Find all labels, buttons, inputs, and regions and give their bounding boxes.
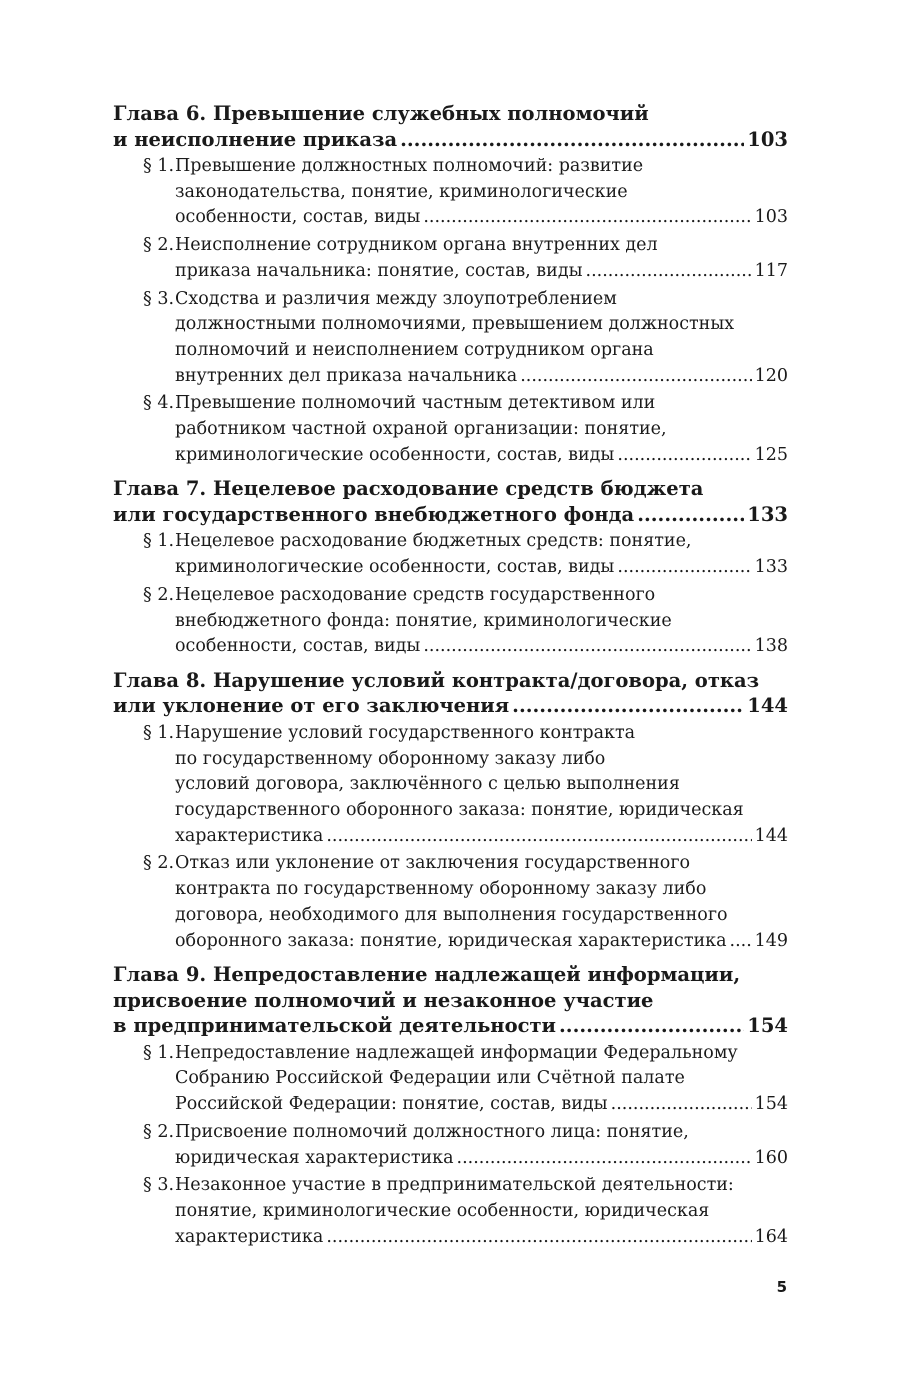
section-line-text: Сходства и различия между злоупотреблением — [175, 288, 617, 309]
section-marker: § 4. — [143, 393, 175, 414]
section-line — [175, 1120, 788, 1146]
section-entry[interactable] — [113, 154, 788, 231]
page-ref[interactable]: 125 — [754, 444, 788, 465]
chapter-title-line-text: Глава 6. Превышение служебных полномочий — [113, 102, 649, 125]
page-number: 5 — [776, 1278, 787, 1296]
section-line — [175, 609, 788, 635]
chapter-title[interactable] — [113, 101, 788, 152]
section-line-text: особенности, состав, виды — [175, 636, 421, 657]
section-line-text: Нецелевое расходование средств государственного — [175, 584, 656, 605]
section-line-text: контракта по государственному оборонному заказу либо — [175, 879, 707, 900]
dot-leader — [559, 1013, 744, 1039]
chapter-title-line-text: или государственного внебюджетного фонда — [113, 502, 635, 526]
chapter-title[interactable] — [113, 668, 788, 719]
section-line — [175, 1173, 788, 1199]
section-line — [175, 205, 788, 231]
section-line — [175, 154, 788, 180]
section-line-text: внутренних дел приказа начальника — [175, 365, 518, 386]
chapter-title-line-text: Глава 9. Непредоставление надлежащей информации, — [113, 963, 741, 987]
section-line-text: особенности, состав, виды — [175, 207, 421, 228]
section-entry[interactable] — [113, 1120, 788, 1171]
dot-leader — [730, 929, 752, 955]
section-entry[interactable] — [113, 1041, 788, 1118]
section-line-text: договора, необходимого для выполнения государственного — [175, 904, 728, 925]
section-marker: § 1. — [143, 531, 175, 552]
chapter-title-line — [113, 127, 788, 153]
section-line-text: понятие, криминологические особенности, юридическая — [175, 1201, 710, 1221]
section-line-text: Нецелевое расходование бюджетных средств: понятие, — [175, 531, 692, 552]
section-entry[interactable] — [113, 1173, 788, 1250]
section-line-text: работником частной охраной организации: понятие, — [175, 419, 667, 440]
dot-leader — [326, 1225, 751, 1251]
dot-leader — [512, 693, 744, 719]
dot-leader — [617, 555, 751, 581]
section-marker: § 2. — [143, 1121, 175, 1142]
section-line — [175, 1041, 788, 1067]
chapter-title-line-text: присвоение полномочий и незаконное участие — [113, 988, 654, 1012]
section-entry[interactable] — [113, 391, 788, 468]
chapter-title-line — [113, 962, 788, 988]
section-line — [175, 391, 788, 417]
section-line-text: приказа начальника: понятие, состав, виды — [175, 260, 583, 281]
section-line-text: законодательства, понятие, криминологические — [175, 181, 628, 202]
page-ref[interactable]: 160 — [754, 1147, 788, 1168]
section-line-text: юридическая характеристика — [175, 1147, 454, 1168]
chapter-entry — [113, 101, 788, 468]
section-marker: § 2. — [143, 235, 175, 256]
section-line-text: внебюджетного фонда: понятие, криминологические — [175, 610, 672, 631]
section-line — [175, 443, 788, 469]
page-ref[interactable]: 103 — [747, 127, 788, 151]
dot-leader — [611, 1092, 752, 1118]
section-entry[interactable] — [113, 851, 788, 954]
section-line — [175, 529, 788, 555]
page-ref[interactable]: 120 — [754, 365, 788, 386]
section-line-text: условий договора, заключённого с целью выполнения — [175, 774, 680, 795]
dot-leader — [326, 824, 751, 850]
chapter-title-line-text: и неисполнение приказа — [113, 127, 398, 151]
section-line — [175, 1199, 788, 1225]
section-marker: § 2. — [143, 584, 175, 605]
table-of-contents — [113, 101, 788, 1258]
section-line — [175, 312, 788, 338]
page-ref[interactable]: 144 — [747, 694, 788, 718]
section-line — [175, 798, 788, 824]
section-line-text: оборонного заказа: понятие, юридическая характеристика — [175, 930, 727, 951]
section-marker: § 2. — [143, 853, 175, 874]
section-line-text: полномочий и неисполнением сотрудником органа — [175, 339, 654, 360]
section-line — [175, 417, 788, 443]
page-ref[interactable]: 144 — [754, 825, 788, 846]
section-entry[interactable] — [113, 287, 788, 390]
dot-leader — [586, 259, 752, 285]
section-entry[interactable] — [113, 233, 788, 284]
chapter-title-line — [113, 988, 788, 1014]
chapter-title-line-text: или уклонение от его заключения — [113, 694, 510, 718]
section-line — [175, 555, 788, 581]
section-line-text: государственного оборонного заказа: понятие, юридическая — [175, 800, 744, 821]
chapter-title-line-text: Глава 7. Нецелевое расходование средств бюджета — [113, 477, 704, 501]
dot-leader — [457, 1146, 752, 1172]
chapter-title-line — [113, 693, 788, 719]
section-line — [175, 929, 788, 955]
chapter-title[interactable] — [113, 476, 788, 527]
section-line — [175, 1146, 788, 1172]
section-entry[interactable] — [113, 529, 788, 580]
page-ref[interactable]: 133 — [754, 557, 788, 578]
section-line-text: Отказ или уклонение от заключения государственного — [175, 853, 691, 874]
section-line-text: Превышение должностных полномочий: развитие — [175, 156, 644, 176]
chapter-title-line — [113, 502, 788, 528]
section-line — [175, 180, 788, 206]
page-ref[interactable]: 154 — [747, 1014, 788, 1038]
section-line-text: по государственному оборонному заказу либо — [175, 748, 606, 769]
section-line — [175, 824, 788, 850]
section-line — [175, 877, 788, 903]
chapter-entry — [113, 668, 788, 954]
section-marker: § 1. — [143, 722, 175, 743]
section-line — [175, 903, 788, 929]
page-ref[interactable]: 154 — [754, 1094, 788, 1115]
dot-leader — [400, 127, 744, 153]
section-line — [175, 747, 788, 773]
section-line-text: криминологические особенности, состав, виды — [175, 557, 615, 578]
chapter-title[interactable] — [113, 962, 788, 1039]
section-entry[interactable] — [113, 721, 788, 850]
dot-leader — [520, 364, 751, 390]
section-entry[interactable] — [113, 583, 788, 660]
section-marker: § 1. — [143, 1042, 175, 1063]
section-line-text: Незаконное участие в предпринимательской деятельности: — [175, 1175, 734, 1196]
section-line-text: должностными полномочиями, превышением должностных — [175, 314, 735, 335]
chapter-title-line — [113, 1013, 788, 1039]
section-line-text: Превышение полномочий частным детективом или — [175, 393, 656, 414]
section-line-text: Неисполнение сотрудником органа внутренних дел — [175, 235, 658, 256]
chapter-title-line-text: Глава 8. Нарушение условий контракта/договора, отказ — [113, 668, 760, 692]
page-ref[interactable]: 103 — [754, 207, 788, 228]
section-line — [175, 287, 788, 313]
section-marker: § 3. — [143, 288, 175, 309]
page-ref[interactable]: 164 — [754, 1226, 788, 1247]
section-line — [175, 772, 788, 798]
page-ref[interactable]: 149 — [754, 930, 788, 951]
section-line-text: Нарушение условий государственного контракта — [175, 722, 636, 743]
section-line — [175, 851, 788, 877]
section-line-text: Российской Федерации: понятие, состав, виды — [175, 1094, 608, 1115]
chapter-title-line-text: в предпринимательской деятельности — [113, 1014, 556, 1038]
section-line — [175, 1092, 788, 1118]
section-line — [175, 338, 788, 364]
page-ref[interactable]: 117 — [754, 260, 788, 281]
section-line — [175, 583, 788, 609]
section-line-text: Собранию Российской Федерации или Счётной палате — [175, 1068, 685, 1089]
page-ref[interactable]: 133 — [747, 502, 788, 526]
section-line-text: Непредоставление надлежащей информации Федеральному — [175, 1042, 738, 1063]
chapter-title-line — [113, 101, 788, 127]
section-line — [175, 721, 788, 747]
section-line — [175, 634, 788, 660]
dot-leader — [423, 634, 751, 660]
dot-leader — [637, 502, 744, 528]
chapter-title-line — [113, 476, 788, 502]
section-line — [175, 1225, 788, 1251]
section-marker: § 1. — [143, 156, 175, 176]
section-line-text: характеристика — [175, 825, 324, 846]
chapter-title-line — [113, 668, 788, 694]
section-line-text: Присвоение полномочий должностного лица: понятие, — [175, 1121, 689, 1142]
section-line-text: криминологические особенности, состав, виды — [175, 444, 615, 465]
dot-leader — [423, 205, 751, 231]
chapter-entry — [113, 962, 788, 1250]
section-line — [175, 233, 788, 259]
section-marker: § 3. — [143, 1175, 175, 1196]
page-ref[interactable]: 138 — [754, 636, 788, 657]
chapter-entry — [113, 476, 788, 660]
section-line-text: характеристика — [175, 1226, 324, 1247]
section-line — [175, 1066, 788, 1092]
dot-leader — [617, 443, 751, 469]
section-line — [175, 259, 788, 285]
section-line — [175, 364, 788, 390]
